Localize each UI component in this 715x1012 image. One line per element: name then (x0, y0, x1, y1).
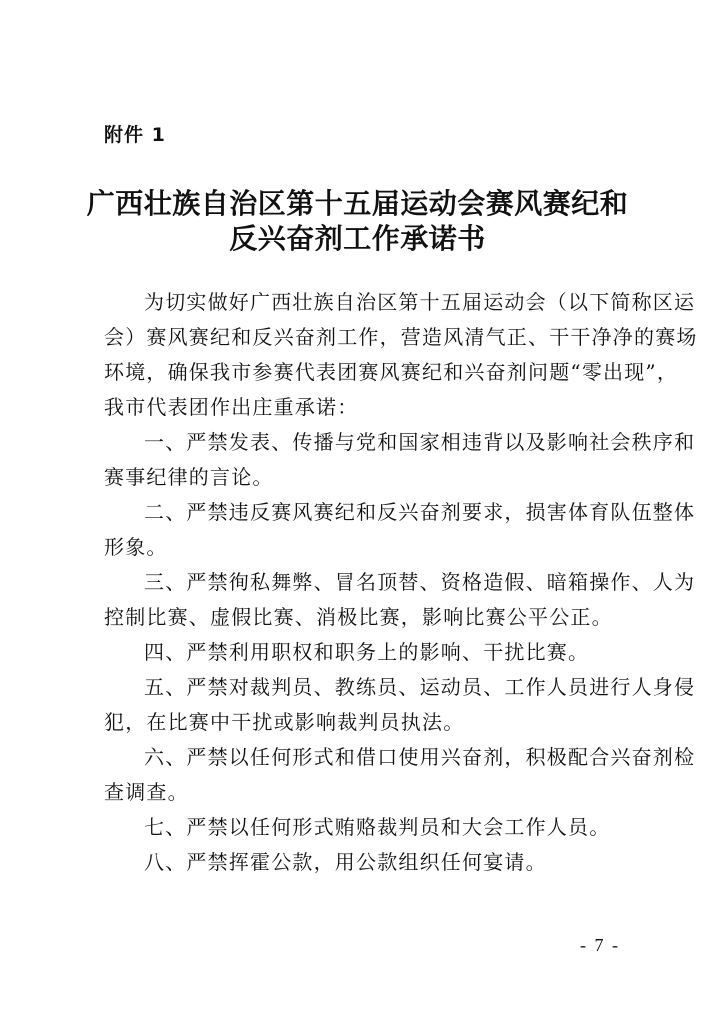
paragraph-line: 为切实做好广西壮族自治区第十五届运动会（以下简称区运 (144, 290, 696, 314)
commitment-item-7: 七、严禁以任何形式贿赂裁判员和大会工作人员。 (144, 815, 611, 839)
commitment-item-1: 一、严禁发表、传播与党和国家相违背以及影响社会秩序和 (144, 430, 696, 454)
attachment-label: 附件 1 (104, 124, 166, 146)
paragraph-line: 环境，确保我市参赛代表团赛风赛纪和兴奋剂问题“零出现”， (104, 360, 679, 384)
commitment-item-5-cont: 犯，在比赛中干扰或影响裁判员执法。 (104, 710, 465, 734)
commitment-item-4: 四、严禁利用职权和职务上的影响、干扰比赛。 (144, 640, 590, 664)
commitment-item-3: 三、严禁徇私舞弊、冒名顶替、资格造假、暗箱操作、人为 (144, 570, 696, 594)
page-number: - 7 - (580, 935, 620, 955)
paragraph-line: 我市代表团作出庄重承诺： (104, 395, 359, 419)
commitment-item-1-cont: 赛事纪律的言论。 (104, 465, 274, 489)
commitment-item-2: 二、严禁违反赛风赛纪和反兴奋剂要求，损害体育队伍整体 (144, 500, 696, 524)
paragraph-line: 会）赛风赛纪和反兴奋剂工作，营造风清气正、干干净净的赛场 (104, 325, 698, 349)
commitment-item-6: 六、严禁以任何形式和借口使用兴奋剂，积极配合兴奋剂检 (144, 745, 696, 769)
commitment-item-8: 八、严禁挥霍公款，用公款组织任何宴请。 (144, 850, 547, 874)
commitment-item-6-cont: 查调查。 (104, 780, 189, 804)
commitment-item-5: 五、严禁对裁判员、教练员、运动员、工作人员进行人身侵 (144, 675, 696, 699)
document-title-line-1: 广西壮族自治区第十五届运动会赛风赛纪和 (86, 187, 629, 220)
document-title-line-2: 反兴奋剂工作承诺书 (229, 222, 486, 255)
commitment-item-2-cont: 形象。 (104, 535, 168, 559)
commitment-item-3-cont: 控制比赛、虚假比赛、消极比赛，影响比赛公平公正。 (104, 605, 613, 629)
